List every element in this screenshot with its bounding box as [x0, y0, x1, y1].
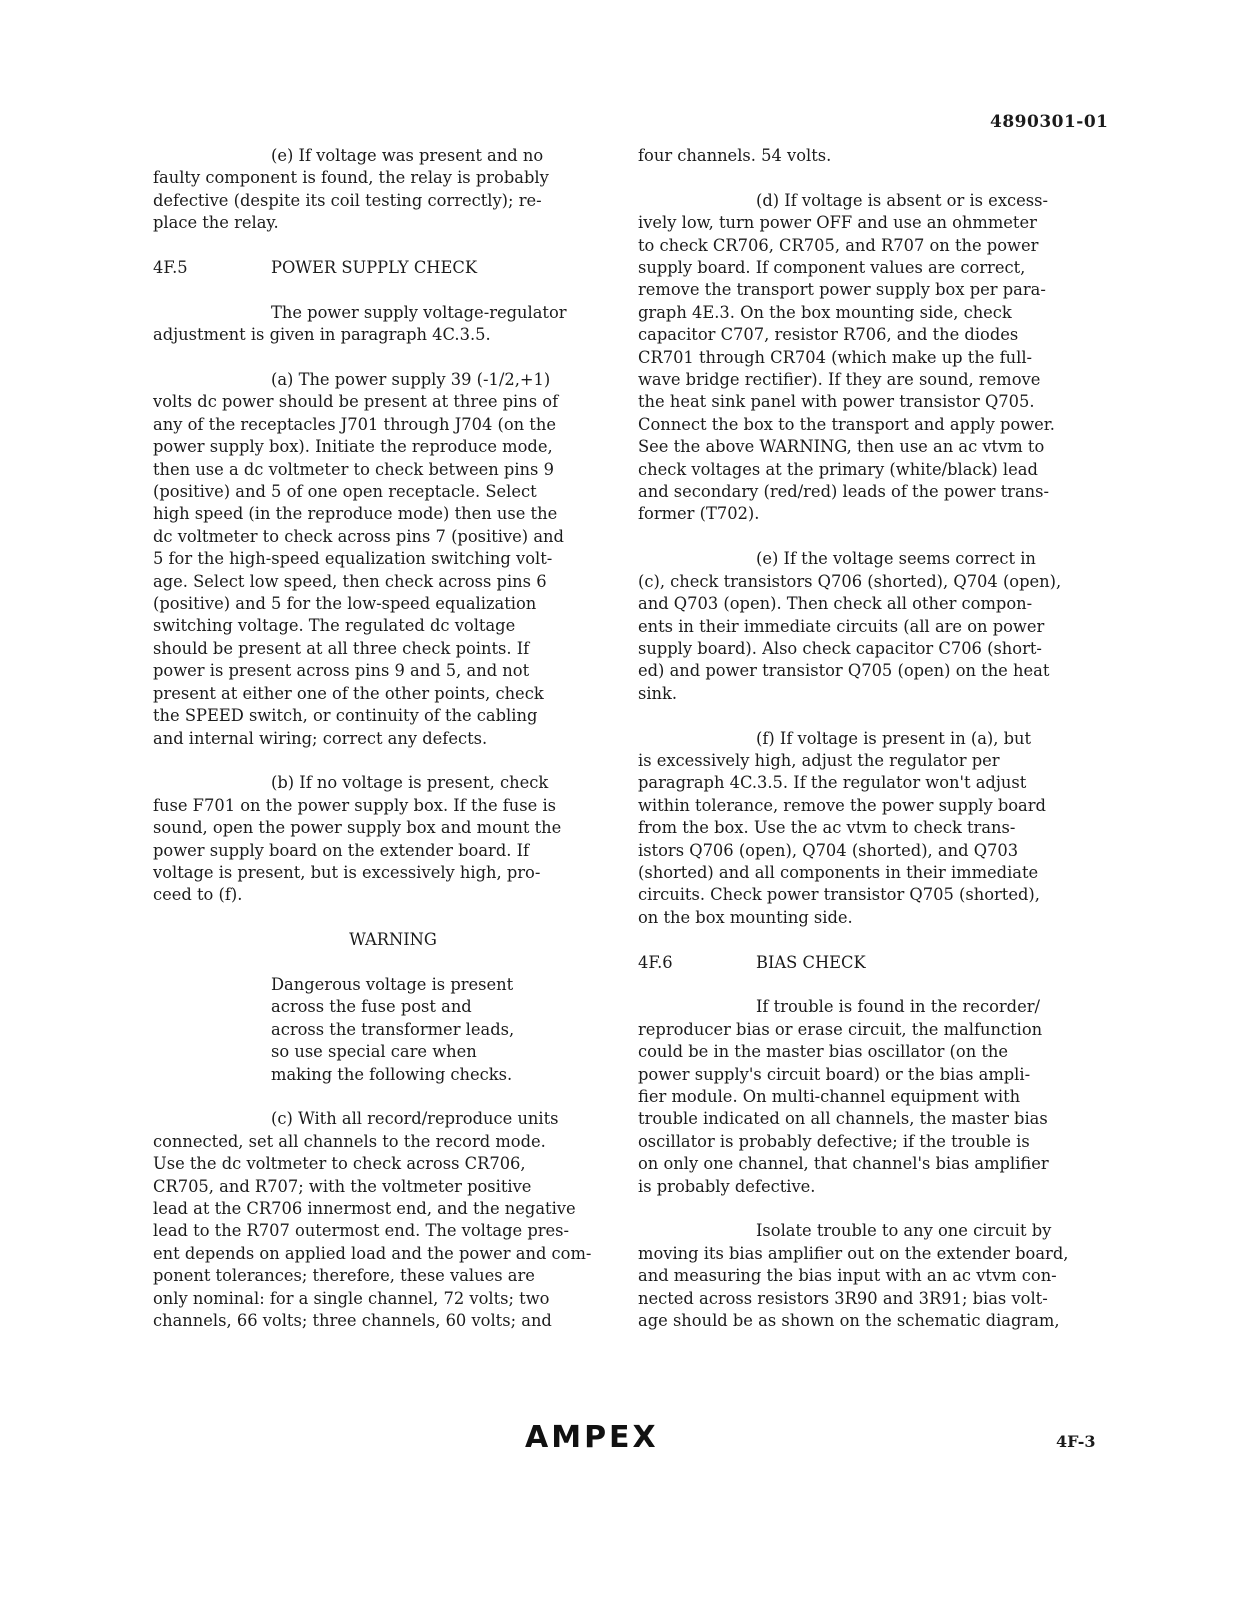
text-line: (e) If voltage was present and no	[271, 146, 544, 165]
text-line: See the above WARNING, then use an ac vtvm to	[638, 437, 1045, 457]
text-line: ively low, turn power OFF and use an ohmmeter	[638, 213, 1037, 233]
text-line: paragraph 4C.3.5. If the regulator won't adjust	[638, 773, 1027, 793]
text-line: sound, open the power supply box and mount the	[153, 818, 562, 838]
section-number: 4F.5	[153, 258, 188, 278]
text-line: 5 for the high-speed equalization switching volt-	[153, 549, 553, 569]
text-line: (b) If no voltage is present, check	[271, 773, 549, 793]
text-line: trouble indicated on all channels, the master bias	[638, 1109, 1048, 1129]
text-line: high speed (in the reproduce mode) then use the	[153, 504, 558, 524]
text-line: any of the receptacles J701 through J704 (on the	[153, 414, 556, 434]
text-line: former (T702).	[638, 504, 760, 524]
text-line: and measuring the bias input with an ac vtvm con-	[638, 1266, 1057, 1286]
text-line: istors Q706 (open), Q704 (shorted), and Q703	[638, 840, 1019, 860]
paragraph-e-relay	[153, 145, 593, 235]
text-line: (c), check transistors Q706 (shorted), Q704 (open),	[638, 571, 1062, 591]
text-line: ents in their immediate circuits (all are on power	[638, 616, 1045, 636]
text-line: ed) and power transistor Q705 (open) on the heat	[638, 661, 1050, 681]
text-line: and internal wiring; correct any defects.	[153, 728, 488, 748]
text-line: age should be as shown on the schematic diagram,	[638, 1311, 1060, 1331]
text-line: CR705, and R707; with the voltmeter positive	[153, 1176, 532, 1196]
text-line: (a) The power supply 39 (-1/2,+1)	[271, 370, 551, 390]
text-line: remove the transport power supply box per para-	[638, 280, 1046, 300]
text-line: connected, set all channels to the record mode.	[153, 1131, 546, 1151]
text-line: fuse F701 on the power supply box. If the fuse is	[153, 795, 557, 815]
left-column	[153, 145, 593, 1355]
paragraph-b	[153, 772, 593, 906]
text-line: then use a dc voltmeter to check between pins 9	[153, 459, 554, 479]
text-line: sink.	[638, 683, 678, 703]
text-line: (f) If voltage is present in (a), but	[756, 728, 1032, 748]
text-line: volts dc power should be present at three pins of	[153, 392, 559, 412]
document-number: 4890301-01	[990, 112, 1109, 132]
text-line: The power supply voltage-regulator	[271, 302, 567, 322]
text-line: supply board. If component values are correct,	[638, 258, 1026, 278]
text-line: on only one channel, that channel's bias amplifier	[638, 1154, 1049, 1174]
text-line: is probably defective.	[638, 1176, 816, 1196]
text-line: capacitor C707, resistor R706, and the diodes	[638, 325, 1019, 345]
text-line: ceed to (f).	[153, 885, 243, 905]
text-line: channels, 66 volts; three channels, 60 volts; and	[153, 1311, 552, 1331]
text-line: moving its bias amplifier out on the extender board,	[638, 1243, 1069, 1263]
text-line: dc voltmeter to check across pins 7 (positive) and	[153, 526, 564, 546]
warning-title: WARNING	[349, 930, 437, 950]
text-line: power supply box). Initiate the reproduce mode,	[153, 437, 553, 457]
warning-text	[271, 974, 593, 1086]
text-line: the heat sink panel with power transistor Q705.	[638, 392, 1035, 412]
text-line: supply board). Also check capacitor C706 (short-	[638, 638, 1042, 658]
text-line: (d) If voltage is absent or is excess-	[756, 190, 1048, 210]
text-line: four channels. 54 volts.	[638, 146, 832, 165]
text-line: voltage is present, but is excessively high, pro-	[153, 862, 541, 882]
text-line: switching voltage. The regulated dc voltage	[153, 616, 516, 636]
text-line: nected across resistors 3R90 and 3R91; bias volt-	[638, 1288, 1048, 1308]
section-number: 4F.6	[638, 952, 673, 972]
text-line: Use the dc voltmeter to check across CR706,	[153, 1154, 526, 1174]
text-line: fier module. On multi-channel equipment with	[638, 1086, 1021, 1106]
text-line: ponent tolerances; therefore, these values are	[153, 1266, 535, 1286]
text-line: (positive) and 5 for the low-speed equalization	[153, 594, 537, 614]
section-title: POWER SUPPLY CHECK	[271, 258, 477, 278]
section-title: BIAS CHECK	[756, 952, 866, 972]
text-line: faulty component is found, the relay is probably	[153, 168, 549, 188]
text-line: Connect the box to the transport and apply power.	[638, 414, 1055, 434]
text-line: so use special care when	[271, 1042, 477, 1062]
paragraph-a	[153, 369, 593, 750]
text-line: the SPEED switch, or continuity of the cabling	[153, 706, 538, 726]
text-line: power is present across pins 9 and 5, and not	[153, 661, 530, 681]
paragraph-c	[153, 1108, 593, 1332]
text-line: ent depends on applied load and the power and com-	[153, 1243, 592, 1263]
text-line: only nominal: for a single channel, 72 volts; two	[153, 1288, 550, 1308]
text-line: Isolate trouble to any one circuit by	[756, 1221, 1052, 1241]
paragraph-bias-1	[638, 996, 1094, 1198]
text-line: defective (despite its coil testing correctly); re-	[153, 190, 542, 210]
text-line: Dangerous voltage is present	[271, 974, 514, 994]
text-line: If trouble is found in the recorder/	[756, 997, 1040, 1017]
text-line: circuits. Check power transistor Q705 (shorted),	[638, 885, 1040, 905]
text-line: power supply board on the extender board. If	[153, 840, 530, 860]
text-line: across the fuse post and	[271, 997, 472, 1017]
text-line: age. Select low speed, then check across pins 6	[153, 571, 547, 591]
text-line: to check CR706, CR705, and R707 on the power	[638, 235, 1039, 255]
text-line: CR701 through CR704 (which make up the full-	[638, 347, 1033, 367]
paragraph-f	[638, 728, 1094, 930]
text-line: lead at the CR706 innermost end, and the negative	[153, 1198, 576, 1218]
text-line: wave bridge rectifier). If they are sound, remove	[638, 370, 1041, 390]
text-line: (e) If the voltage seems correct in	[756, 549, 1036, 569]
text-line: place the relay.	[153, 213, 279, 233]
text-line: adjustment is given in paragraph 4C.3.5.	[153, 325, 491, 345]
text-line: oscillator is probably defective; if the trouble is	[638, 1131, 1030, 1151]
right-column	[638, 145, 1094, 1355]
text-line: power supply's circuit board) or the bias ampli-	[638, 1064, 1031, 1084]
text-line: could be in the master bias oscillator (on the	[638, 1042, 1009, 1062]
section-heading-4f6	[638, 952, 1094, 974]
section-heading-4f5	[153, 257, 593, 279]
text-line: across the transformer leads,	[271, 1019, 515, 1039]
text-line: and secondary (red/red) leads of the power trans-	[638, 482, 1049, 502]
text-line: on the box mounting side.	[638, 907, 853, 927]
text-line: within tolerance, remove the power supply board	[638, 795, 1046, 815]
text-line: should be present at all three check points. If	[153, 638, 530, 658]
text-line: is excessively high, adjust the regulator per	[638, 750, 1000, 770]
paragraph-continuation	[638, 145, 1094, 167]
text-line: (positive) and 5 of one open receptacle. Select	[153, 482, 537, 502]
text-line: from the box. Use the ac vtvm to check trans-	[638, 818, 1016, 838]
text-line: making the following checks.	[271, 1064, 513, 1084]
text-line: (shorted) and all components in their immediate	[638, 862, 1039, 882]
text-line: check voltages at the primary (white/black) lead	[638, 459, 1038, 479]
text-line: (c) With all record/reproduce units	[271, 1109, 559, 1129]
text-line: and Q703 (open). Then check all other compon-	[638, 594, 1033, 614]
paragraph-e	[638, 548, 1094, 705]
page-number: 4F-3	[1056, 1432, 1096, 1451]
text-line: graph 4E.3. On the box mounting side, check	[638, 302, 1012, 322]
text-line: lead to the R707 outermost end. The voltage pres-	[153, 1221, 570, 1241]
ampex-logo: AMPEX	[525, 1420, 659, 1455]
paragraph-intro	[153, 302, 593, 347]
text-line: reproducer bias or erase circuit, the malfunction	[638, 1019, 1043, 1039]
paragraph-bias-2	[638, 1220, 1094, 1332]
paragraph-d	[638, 190, 1094, 526]
text-line: present at either one of the other points, check	[153, 683, 544, 703]
